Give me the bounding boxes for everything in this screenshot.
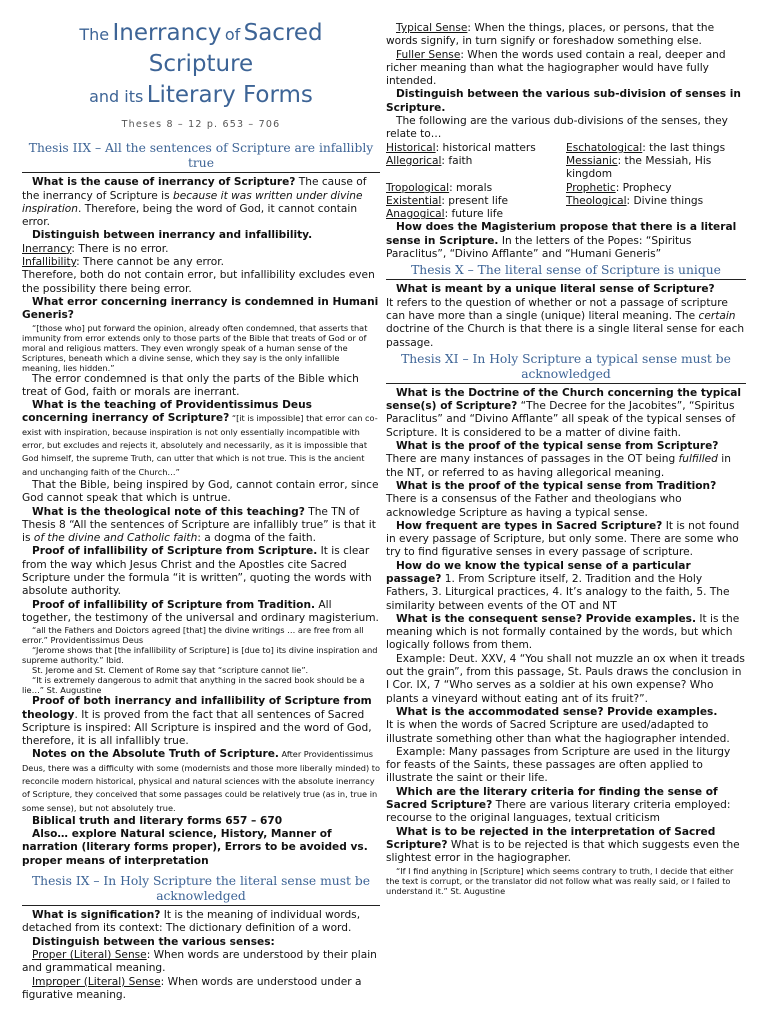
quote: “all the Fathers and Doictors agreed [that] the divine writings … are free from all error.” Providentissimus Deus [22,625,364,646]
question: What is the proof of the typical sense from Tradition? [396,479,717,492]
question: What is the teaching of Providentissimus Deus concerning inerrancy of Scripture? “[it is impossible] that error can co-exist with inspiration, because inspiration is not only essentially incompatible with error, but excludes and rejects it, absolutely and necessarily, as it is impossible that God himself, the supreme Truth, can utter that which is not true. This is the ancient and unchanging faith of the Church…” [22,399,378,477]
question: Also… explore Natural science, History, Manner of narration (literary forms proper), Errors to be avoided vs. proper means of interpretation [22,828,368,867]
question: Proof of infallibility of Scripture from Tradition. All together, the testimony of the universal and ordinary magisterium. [22,598,379,624]
thesis-heading: Thesis XI – In Holy Scripture a typical sense must be acknowledged [386,352,746,384]
question: How frequent are types in Sacred Scripture? It is not found in every passage of Scripture, but only some. There are some who try to find figurative senses in every passage of scripture. [386,519,740,559]
answer: It refers to the question of whether or not a passage of scripture can have more than a single (unique) literal meaning. The certain doctrine of the Church is that there is a single literal sense for each passage. [386,296,745,349]
question: Distinguish between the various sub-division of senses in Scripture. [386,88,741,114]
question: What is the accommodated sense? Provide examples. [396,705,718,718]
sense-item: Eschatological: the last things [566,141,726,154]
answer: There are many instances of passages in the OT being fulfilled in the NT, or referred to as having allegorical meaning. [386,453,731,479]
answer: That the Bible, being inspired by God, cannot contain error, since God cannot speak that which is untrue. [22,478,379,505]
question: Distinguish between inerrancy and infallibility. [32,229,313,242]
sense-item: Tropological: morals [386,181,493,194]
question: Distinguish between the various senses: [32,935,275,948]
sense-item: Anagogical: future life [386,208,503,221]
quote: “If I find anything in [Scripture] which seems contrary to truth, I decide that either the text is corrupt, or the translator did not follow what was really said, or I failed to understand it.” St. Augustine [386,865,734,896]
sense-item: Historical: historical matters [386,141,536,154]
answer: There is a consensus of the Father and theologians who acknowledge Scripture as having a typical sense. [386,493,682,519]
question: Notes on the Absolute Truth of Scripture. After Providentissimus Deus, there was a difficulty with some (modernists and those more liberally minded) to reconcile modern historical, physical and natural sciences with the absolute inerrancy of Scripture, they conceived that some passages could be relatively true (as in, true in some sense), but not absolutely true. [22,748,380,813]
question: Biblical truth and literary forms 657 – 670 [32,814,283,827]
question: What is the proof of the typical sense from Scripture? [396,440,719,453]
example: Example: Many passages from Scripture are used in the liturgy for feasts of the Saints, these passages are often applied to illustrate the saint or their life. [386,745,731,785]
question: Which are the literary criteria for finding the sense of Sacred Scripture? There are various literary criteria employed: recourse to the original languages, textual criticism [386,785,731,825]
question: How does the Magisterium propose that there is a literal sense in Scripture. In the letters of the Popes: “Spiritus Paraclitus”, “Divino Afflante” and “Humani Generis” [386,221,737,261]
question: What is the consequent sense? Provide examples. It is the meaning which is not formally contained by the words, but which logically follows from them. [386,612,740,652]
quote: “[those who] put forward the opinion, already often condemned, that asserts that immunity from error extends only to those parts of the Bible that treats of God or of moral and religious matters. They even wrongly speak of a human sense of the Scriptures, beneath which a divine sense, which they say is the only infallible meaning, lies hidden.” [22,322,368,373]
definition: Infallibility: There cannot be any error. [22,256,224,269]
answer: It is when the words of Sacred Scripture are used/adapted to illustrate something other than what the hagiographer intended. [386,719,730,745]
paragraph: Therefore, both do not contain error, but infallibility excludes even the possibility there being error. [22,269,375,295]
thesis-heading: Thesis X – The literal sense of Scripture is unique [386,263,746,280]
left-column [22,18,380,1002]
sense-item: Prophetic: Prophecy [566,181,672,194]
example: Example: Deut. XXV, 4 “You shall not muzzle an ox when it treads out the grain”, from this passage, St. Pauls draws the conclusion in I Cor. IX, 7 “Who serves as a soldier at his own expense? Who plants a vineyard without eating ant of its fruit?”. [386,652,745,705]
sense-item: Theological: Divine things [566,194,704,207]
definition: Proper (Literal) Sense: When words are understood by their plain and grammatical meaning. [22,948,377,975]
question: What is the cause of inerrancy of Scripture? The cause of the inerrancy of Scripture is because it was written under divine inspiration. Therefore, being the word of God, it cannot contain error. [22,176,367,229]
definition: Fuller Sense: When the words used contain a real, deeper and richer meaning than what the hagiographer would have fully intended. [386,48,726,88]
answer: The error condemned is that only the parts of the Bible which treat of God, faith or morals are inerrant. [22,372,359,398]
question: Proof of both inerrancy and infallibility of Scripture from theology. It is proved from the fact that all sentences of Sacred Scripture is inspired: All Scripture is inspired and the word of God, therefore, it is all infallibly true. [22,695,372,748]
quote: “It is extremely dangerous to admit that anything in the sacred book should be a lie…” St. Augustine [22,675,365,696]
thesis-heading: Thesis IX – In Holy Scripture the literal sense must be acknowledged [22,874,380,906]
senses-list [386,142,746,222]
sense-item: Messianic: the Messiah, His kingdom [566,154,712,181]
definition: Improper (Literal) Sense: When words are understood under a figurative meaning. [22,975,362,1001]
question: Proof of infallibility of Scripture from Scripture. It is clear from the way which Jesus Christ and the Apostles cite Sacred Scripture under the formula “it is written”, quoting the words with absolute authority. [22,545,372,598]
sense-item: Allegorical: faith [386,154,473,167]
question: What is signification? It is the meaning of individual words, detached from its context: The dictionary definition of a word. [22,909,361,935]
question: What is the theological note of this teaching? The TN of Thesis 8 “All the sentences of Scripture are infallibly true” is that it is of the divine and Catholic faith: a dogma of the faith. [22,505,376,545]
question: How do we know the typical sense of a particular passage? 1. From Scripture itself, 2. Tradition and the Holy Fathers, 3. Liturgical practices, 4. It’s analogy to the faith, 5. The similarity between events of the OT and NT [386,559,730,612]
thesis-heading: Thesis IIX – All the sentences of Scripture are infallibly true [22,141,380,173]
right-column [386,22,746,896]
sense-item: Existential: present life [386,194,509,207]
page-title: The Inerrancy of Sacred Scripture and its Literary Forms [79,20,323,108]
question: What is the Doctrine of the Church concerning the typical sense(s) of Scripture? “The Decree for the Jacobites”, “Spiritus Paraclitus” and “Divino Afflante” all speak of the typical senses of Scripture. It is considered to be a matter of divine faith. [386,386,742,439]
quote: St. Jerome and St. Clement of Rome say that “scripture cannot lie”. [32,665,309,676]
answer: The following are the various dub-divisions of the senses, they relate to… [386,115,728,141]
question: What is meant by a unique literal sense of Scripture? [396,283,715,296]
definition: Typical Sense: When the things, places, or persons, that the words signify, in turn signify or foreshadow something else. [386,22,715,48]
question: What is to be rejected in the interpretation of Sacred Scripture? What is to be rejected is that which suggests even the slightest error in the hagiographer. [386,825,740,865]
quote: “Jerome shows that [the infallibility of Scripture] is [due to] its divine inspiration and supreme authority.” Ibid. [22,645,378,666]
page-subtitle: Theses 8 – 12 p. 653 – 706 [121,119,281,130]
question: What error concerning inerrancy is condemned in Humani Generis? [22,295,379,322]
definition: Inerrancy: There is no error. [22,242,169,255]
